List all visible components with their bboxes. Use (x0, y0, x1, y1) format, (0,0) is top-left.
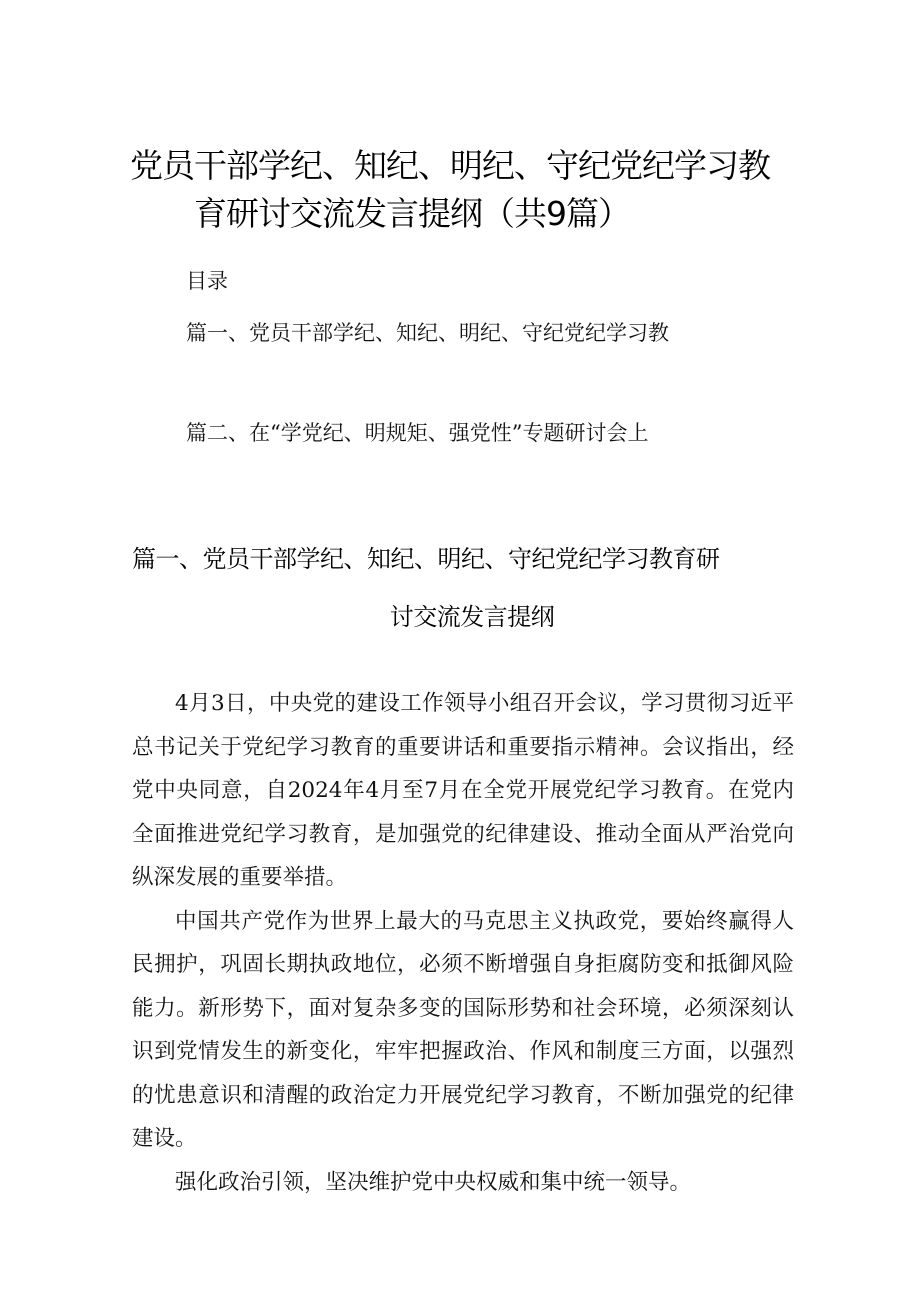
title-line-1: 党员干部学纪、知纪、明纪、守纪党纪学习教 (130, 146, 770, 185)
section-body (132, 682, 794, 1204)
section-heading-line-2: 讨交流发言提纲 (389, 603, 555, 631)
toc-label: 目录 (186, 269, 228, 293)
paragraph-2: 中国共产党作为世界上最大的马克思主义执政党，要始终赢得人民拥护，巩固长期执政地位，必须不断增强自身拒腐防变和抵御风险能力。新形势下，面对复杂多变的国际形势和社会环境，必须深刻认识到党情发生的新变化，牢牢把握政治、作风和制度三方面，以强烈的忧患意识和清醒的政治定力开展党纪学习教育，不断加强党的纪律建设。 (132, 908, 794, 1151)
toc-item-1[interactable]: 篇一、党员干部学纪、知纪、明纪、守纪党纪学习教 (186, 321, 669, 345)
toc-item-2[interactable]: 篇二、在“学党纪、明规矩、强党性”专题研讨会上 (186, 421, 649, 445)
section-heading (132, 530, 792, 646)
document-title (130, 142, 810, 238)
paragraph-3: 强化政治引领，坚决维护党中央权威和集中统一领导。 (175, 1169, 692, 1195)
section-heading-line-1: 篇一、党员干部学纪、知纪、明纪、守纪党纪学习教育研 (132, 545, 720, 573)
title-line-2: 育研讨交流发言提纲（共9篇） (194, 194, 630, 233)
paragraph-1: 4月3日，中央党的建设工作领导小组召开会议，学习贯彻习近平总书记关于党纪学习教育的重要讲话和重要指示精神。会议指出，经党中央同意，自2024年4月至7月在全党开展党纪学习教育。在党内全面推进党纪学习教育，是加强党的纪律建设、推动全面从严治党向纵深发展的重要举措。 (132, 691, 794, 890)
